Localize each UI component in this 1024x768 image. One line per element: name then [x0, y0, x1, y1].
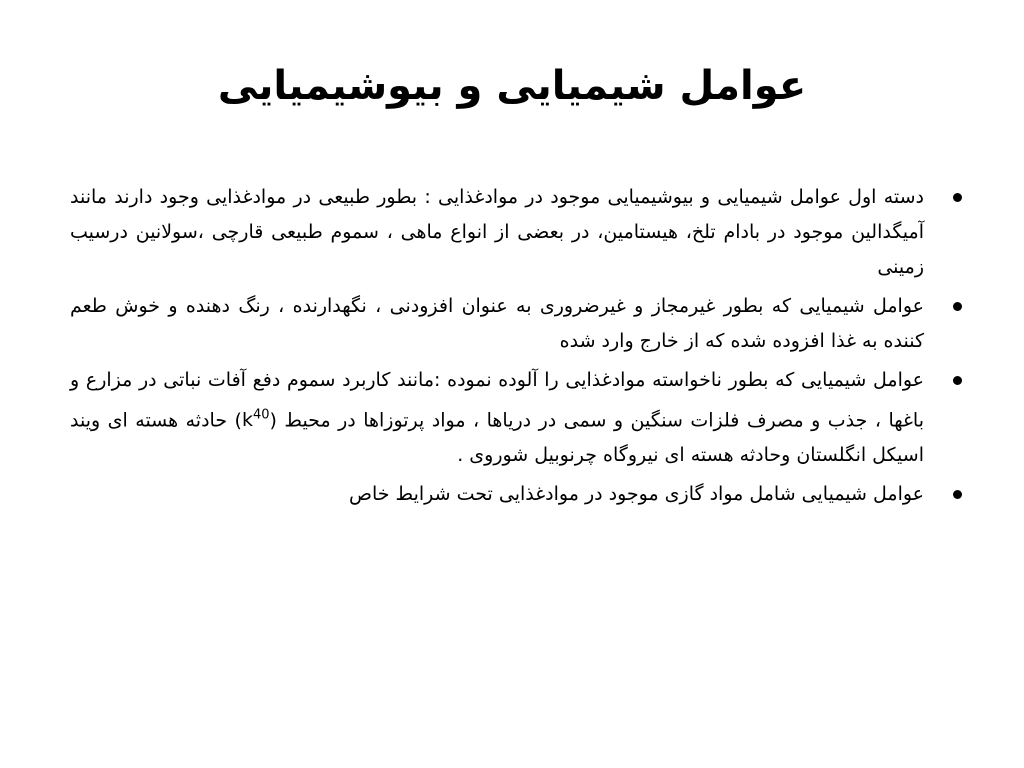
bullet-dot-icon	[953, 193, 962, 202]
bullet-dot-icon	[953, 302, 962, 311]
bullet-text-3	[70, 363, 924, 473]
bullet-item-1	[70, 180, 970, 285]
bullet-text-1: دسته اول عوامل شیمیایی و بیوشیمیایی موجود در موادغذایی : بطور طبیعی در موادغذایی وجود دارند مانند آمیگدالین موجود در بادام تلخ، هیستامین، در بعضی از انواع ماهی ، سموم طبیعی قارچی ،سولانین درسیب زمینی	[70, 186, 924, 278]
isotope-superscript: 40	[252, 408, 270, 423]
bullet-item-3	[70, 363, 970, 473]
isotope-base: k	[241, 409, 253, 432]
slide-title: عوامل شیمیایی و بیوشیمیایی	[217, 63, 807, 109]
bullet-item-2	[70, 289, 970, 359]
bullet-text-4: عوامل شیمیایی شامل مواد گازی موجود در موادغذایی تحت شرایط خاص	[349, 483, 924, 506]
bullet-text-2: عوامل شیمیایی که بطور غیرمجاز و غیرضروری به عنوان افزودنی ، نگهدارنده ، رنگ دهنده و خوش طعم کننده به غذا افزوده شده که از خارج وارد شده	[70, 295, 924, 352]
bullet-dot-icon	[953, 376, 962, 385]
bullet-list	[70, 180, 970, 516]
bullet-text-3-after: ) حادثه هسته ای ویند اسیکل انگلستان وحادثه هسته ای نیروگاه چرنوبیل شوروی .	[70, 409, 924, 467]
bullet-dot-icon	[953, 490, 962, 499]
bullet-item-4	[70, 477, 970, 512]
bullet-text-3-before: عوامل شیمیایی که بطور ناخواسته موادغذایی را آلوده نموده :مانند کاربرد سموم دفع آفات نباتی در مزارع و باغها ، جذب و مصرف فلزات سنگین و سمی در دریاها ، مواد پرتوزاها در محیط (	[70, 369, 925, 432]
isotope-label	[242, 409, 270, 431]
